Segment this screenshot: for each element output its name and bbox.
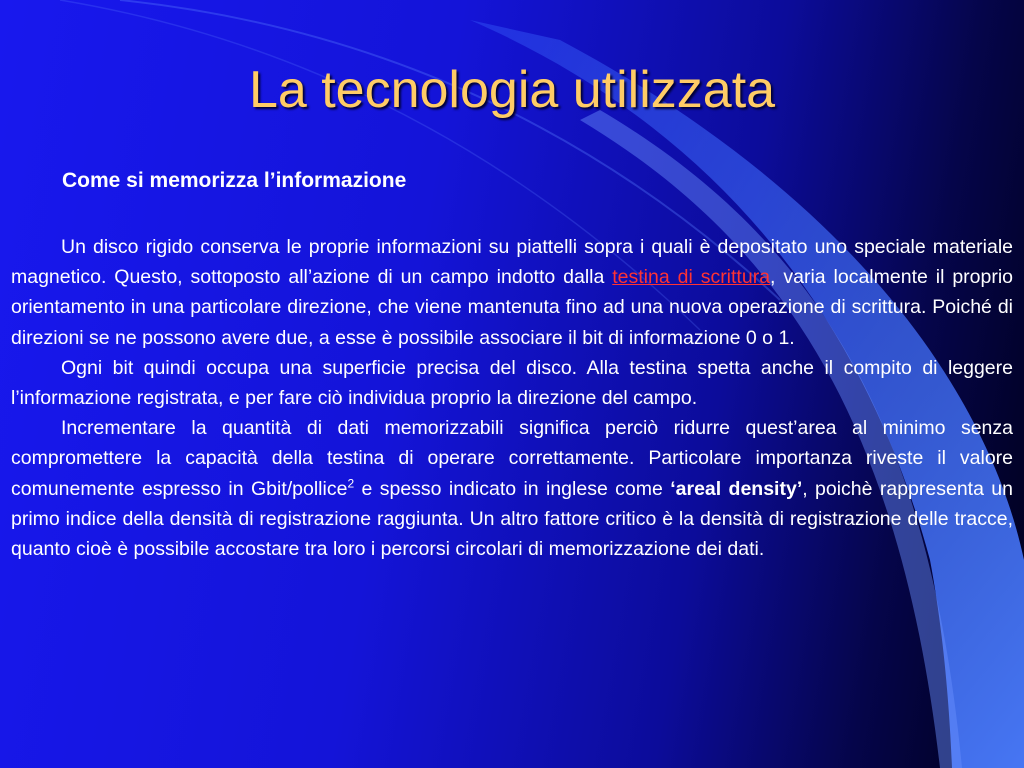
paragraph-1-text-end: , varia localmente il proprio orientamento in una particolare direzione, che viene mantenuta fino ad una nuova operazione di scrittura. Poiché di direzioni se ne possono avere due, a esse è possibile associare il bit di informazione 0 o 1.: [11, 266, 1014, 349]
slide-body: [11, 232, 1013, 564]
paragraph-1-text-start: Un disco rigido conserva le proprie informazioni su piattelli sopra i quali è depositato uno speciale materiale magnetico. Questo, sottoposto all’azione di un campo indotto dalla: [11, 236, 1013, 289]
testina-di-scrittura-link[interactable]: testina di scrittura: [612, 266, 771, 289]
paragraph-3-text-start: Incrementare la quantità di dati memorizzabili significa perciò ridurre quest’area al minimo senza compromettere la capacità della testina di operare correttamente. Particolare importanza riveste il valore comunemente espresso in Gbit/pollice: [11, 417, 1013, 500]
paragraph-1: [11, 232, 1013, 353]
paragraph-3-text-end: , poichè rappresenta un primo indice della densità di registrazione raggiunta. Un altro fattore critico è la densità di registrazione delle tracce, quanto cioè è possibile accostare tra loro i percorsi circolari di memorizzazione dei dati.: [11, 477, 1013, 561]
slide-title: La tecnologia utilizzata: [248, 61, 776, 119]
slide-subtitle: Come si memorizza l’informazione: [62, 169, 407, 192]
superscript-2: 2: [347, 476, 355, 491]
paragraph-3-text-mid: e spesso indicato in inglese come: [354, 477, 671, 500]
paragraph-2: Ogni bit quindi occupa una superficie precisa del disco. Alla testina spetta anche il compito di leggere l’informazione registrata, e per fare ciò individua proprio la direzione del campo.: [11, 356, 1013, 410]
paragraph-3: [11, 413, 1013, 564]
areal-density-term: ‘areal density’: [670, 477, 803, 500]
